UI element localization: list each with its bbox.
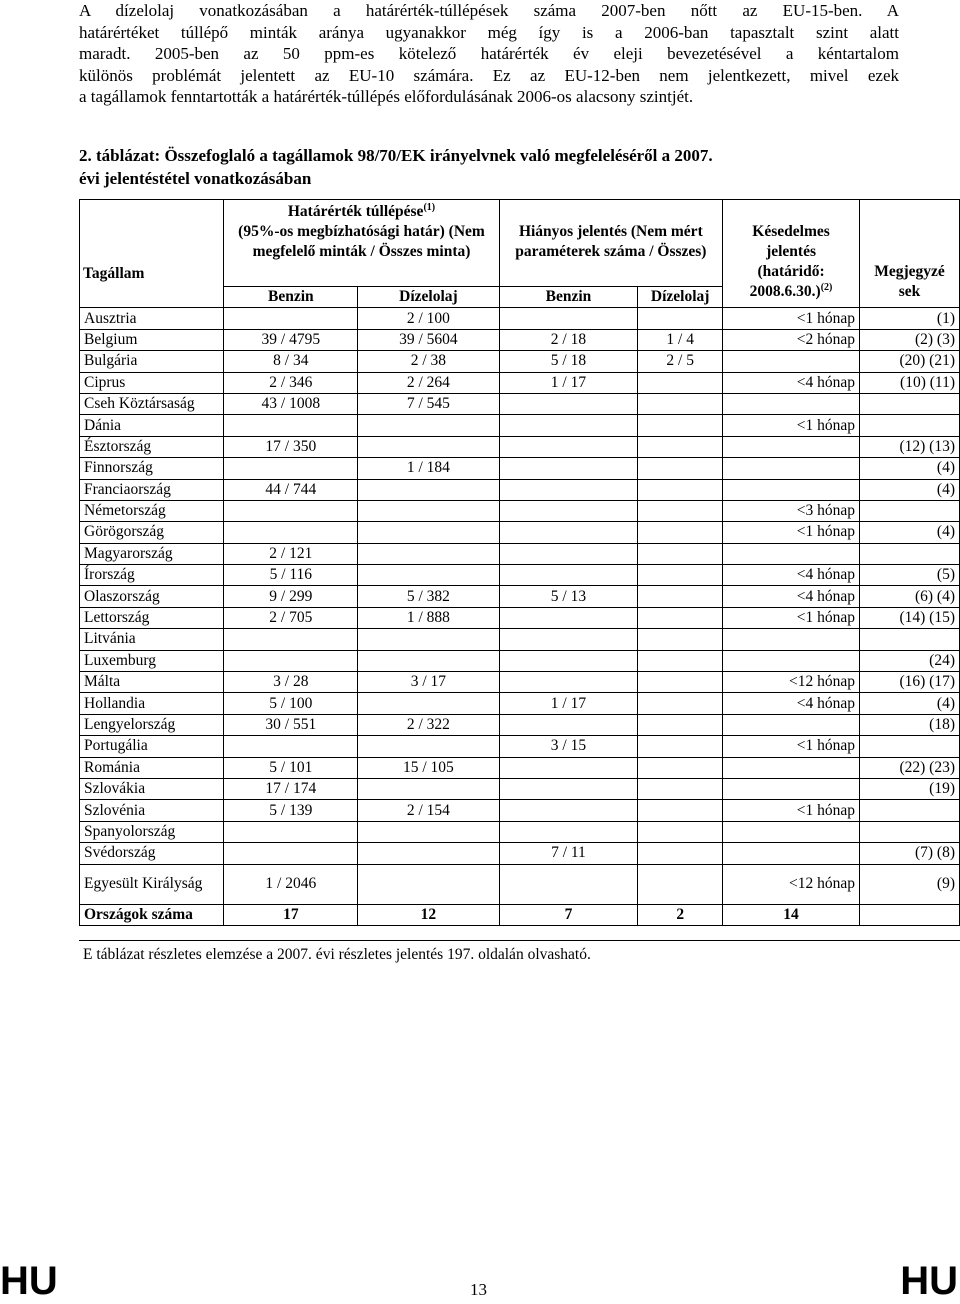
table-cell (358, 864, 499, 904)
table-cell (499, 650, 638, 671)
table-cell (638, 565, 723, 586)
table-cell (499, 500, 638, 521)
table-cell: <1 hónap (723, 607, 860, 628)
table-cell (358, 436, 499, 457)
total-cell (859, 904, 959, 925)
country-cell: Észtország (80, 436, 224, 457)
table-row (80, 500, 960, 521)
table-cell (638, 308, 723, 329)
table-cell (723, 436, 860, 457)
table-cell: 2 / 121 (224, 543, 358, 564)
compliance-table (79, 199, 960, 926)
table-cell (499, 543, 638, 564)
table-cell (638, 479, 723, 500)
table-cell: <4 hónap (723, 586, 860, 607)
table-cell: (6) (4) (859, 586, 959, 607)
table-cell (859, 543, 959, 564)
table-cell (224, 500, 358, 521)
intro-line: A dízelolaj vonatkozásában a határérték-túllépések száma 2007-ben nőtt az EU-15-ben. A (79, 1, 899, 20)
table-cell: 5 / 18 (499, 351, 638, 372)
table-cell (638, 864, 723, 904)
table-cell: 15 / 105 (358, 757, 499, 778)
table-cell (358, 479, 499, 500)
table-row (80, 714, 960, 735)
table-cell: 1 / 184 (358, 458, 499, 479)
total-cell: 14 (723, 904, 860, 925)
table-cell (499, 757, 638, 778)
table-cell (499, 672, 638, 693)
total-cell: 2 (638, 904, 723, 925)
table-cell: <1 hónap (723, 736, 860, 757)
country-cell: Németország (80, 500, 224, 521)
table-cell: 17 / 174 (224, 778, 358, 799)
country-cell: Egyesült Királyság (80, 864, 224, 904)
country-cell: Franciaország (80, 479, 224, 500)
table-cell (723, 351, 860, 372)
table-cell: <1 hónap (723, 522, 860, 543)
table-row (80, 415, 960, 436)
country-cell: Lengyelország (80, 714, 224, 735)
table-cell (224, 458, 358, 479)
table-cell: 5 / 100 (224, 693, 358, 714)
table-cell: (2) (3) (859, 329, 959, 350)
table-cell: 3 / 28 (224, 672, 358, 693)
table-cell: 39 / 4795 (224, 329, 358, 350)
table-cell (499, 479, 638, 500)
table-cell (638, 586, 723, 607)
table-cell (638, 458, 723, 479)
table-cell: 43 / 1008 (224, 393, 358, 414)
table-cell: 1 / 17 (499, 372, 638, 393)
table-cell (723, 393, 860, 414)
table-row (80, 629, 960, 650)
table-row (80, 436, 960, 457)
table-cell: <4 hónap (723, 372, 860, 393)
table-cell (499, 458, 638, 479)
country-cell: Hollandia (80, 693, 224, 714)
table-cell (859, 821, 959, 842)
table-row (80, 800, 960, 821)
country-cell: Ciprus (80, 372, 224, 393)
table-cell (224, 415, 358, 436)
table-cell: 1 / 4 (638, 329, 723, 350)
table-row (80, 757, 960, 778)
country-cell: Románia (80, 757, 224, 778)
total-cell: 7 (499, 904, 638, 925)
header-member-state: Tagállam (80, 200, 224, 308)
table-cell (358, 650, 499, 671)
table-cell: 2 / 346 (224, 372, 358, 393)
table-cell: <1 hónap (723, 308, 860, 329)
table-cell (638, 800, 723, 821)
table-row (80, 329, 960, 350)
table-cell (224, 736, 358, 757)
header-missing-report: Hiányos jelentés (Nem mért paraméterek száma / Összes) (499, 200, 723, 287)
total-label: Országok száma (80, 904, 224, 925)
header-petrol: Benzin (499, 287, 638, 308)
table-row (80, 372, 960, 393)
country-cell: Spanyolország (80, 821, 224, 842)
table-cell: 5 / 139 (224, 800, 358, 821)
country-cell: Olaszország (80, 586, 224, 607)
table-cell: 44 / 744 (224, 479, 358, 500)
table-cell (859, 415, 959, 436)
table-cell (499, 800, 638, 821)
table-cell: (7) (8) (859, 843, 959, 864)
country-cell: Luxemburg (80, 650, 224, 671)
intro-line: a tagállamok fenntartották a határérték-túllépés előfordulásának 2006-os alacsony szintjét. (79, 87, 694, 107)
table-cell (358, 693, 499, 714)
table-cell: 2 / 38 (358, 351, 499, 372)
intro-paragraph (79, 0, 899, 108)
table-cell: 2 / 18 (499, 329, 638, 350)
table-cell (723, 543, 860, 564)
table-cell: 7 / 545 (358, 393, 499, 414)
table-cell (723, 843, 860, 864)
table-cell (224, 650, 358, 671)
country-cell: Görögország (80, 522, 224, 543)
table-cell: 17 / 350 (224, 436, 358, 457)
header-limit-exceed-sup: (1) (423, 201, 436, 213)
table-row (80, 736, 960, 757)
country-cell: Finnország (80, 458, 224, 479)
table-cell: (4) (859, 693, 959, 714)
table-cell (224, 629, 358, 650)
table-cell: 2 / 100 (358, 308, 499, 329)
table-cell: <2 hónap (723, 329, 860, 350)
table-cell (638, 714, 723, 735)
table-cell: (9) (859, 864, 959, 904)
table-cell: 1 / 888 (358, 607, 499, 628)
table-cell (358, 843, 499, 864)
table-cell (638, 843, 723, 864)
table-cell: 5 / 116 (224, 565, 358, 586)
table-cell: 5 / 382 (358, 586, 499, 607)
header-late-report: Késedelmes jelentés (határidő: 2008.6.30.)$^{(2)}$ (723, 200, 860, 308)
table-cell: 9 / 299 (224, 586, 358, 607)
table-row (80, 351, 960, 372)
total-row (80, 904, 960, 925)
table-cell (358, 565, 499, 586)
table-cell (723, 629, 860, 650)
table-row (80, 693, 960, 714)
table-cell: (4) (859, 458, 959, 479)
table-cell: 39 / 5604 (358, 329, 499, 350)
table-cell (638, 415, 723, 436)
table-cell: <4 hónap (723, 565, 860, 586)
table-cell (638, 607, 723, 628)
table-cell (723, 714, 860, 735)
table-cell (224, 522, 358, 543)
header-limit-exceed-sub: (95%-os megbízhatósági határ) (Nem megfelelő minták / Összes minta) (238, 223, 485, 260)
table-row (80, 458, 960, 479)
total-cell: 12 (358, 904, 499, 925)
table-row (80, 393, 960, 414)
table-row (80, 522, 960, 543)
table-cell (224, 308, 358, 329)
table-cell: (1) (859, 308, 959, 329)
table-cell (638, 436, 723, 457)
table-cell (859, 500, 959, 521)
table-cell (638, 372, 723, 393)
table-cell: <4 hónap (723, 693, 860, 714)
table-cell: 30 / 551 (224, 714, 358, 735)
table-cell: 1 / 2046 (224, 864, 358, 904)
footer-language-right: HU (900, 1259, 958, 1303)
table-cell: 5 / 101 (224, 757, 358, 778)
table-cell: (18) (859, 714, 959, 735)
table-row (80, 308, 960, 329)
table-cell (723, 458, 860, 479)
table-cell (638, 736, 723, 757)
country-cell: Szlovénia (80, 800, 224, 821)
table-cell: <1 hónap (723, 800, 860, 821)
table-cell (638, 757, 723, 778)
table-cell: 2 / 264 (358, 372, 499, 393)
table-cell (859, 393, 959, 414)
table-cell (499, 393, 638, 414)
table-cell (638, 672, 723, 693)
intro-line: maradt. 2005-ben az 50 ppm-es kötelező határérték év eleji bevezetésével a kéntartalom (79, 44, 899, 64)
table-cell: (12) (13) (859, 436, 959, 457)
table-cell (723, 650, 860, 671)
table-cell: (10) (11) (859, 372, 959, 393)
table-cell (358, 543, 499, 564)
table-cell (224, 821, 358, 842)
header-notes: Megjegyzé sek (859, 200, 959, 308)
table-row (80, 479, 960, 500)
table-footnote: E táblázat részletes elemzése a 2007. évi részletes jelentés 197. oldalán olvasható. (79, 940, 960, 964)
country-cell: Magyarország (80, 543, 224, 564)
table-cell: 3 / 15 (499, 736, 638, 757)
table-cell: <12 hónap (723, 864, 860, 904)
table-cell (499, 864, 638, 904)
country-cell: Lettország (80, 607, 224, 628)
table-cell (638, 500, 723, 521)
country-cell: Dánia (80, 415, 224, 436)
table-cell (358, 415, 499, 436)
table-cell: (20) (21) (859, 351, 959, 372)
table-caption-line: évi jelentéstétel vonatkozásában (79, 169, 312, 188)
table-cell (723, 821, 860, 842)
table-cell (638, 629, 723, 650)
table-cell: 2 / 5 (638, 351, 723, 372)
table-cell (358, 629, 499, 650)
table-cell: 2 / 154 (358, 800, 499, 821)
table-caption-line: 2. táblázat: Összefoglaló a tagállamok 98/70/EK irányelvnek való megfeleléséről a 2007. (79, 146, 713, 165)
table-cell: 2 / 705 (224, 607, 358, 628)
header-diesel: Dízelolaj (358, 287, 499, 308)
table-cell (499, 415, 638, 436)
table-row (80, 864, 960, 904)
table-cell (638, 821, 723, 842)
table-cell: 7 / 11 (499, 843, 638, 864)
table-row (80, 565, 960, 586)
country-cell: Portugália (80, 736, 224, 757)
table-cell (499, 308, 638, 329)
table-cell (859, 736, 959, 757)
table-cell: <3 hónap (723, 500, 860, 521)
table-row (80, 843, 960, 864)
country-cell: Írország (80, 565, 224, 586)
country-cell: Szlovákia (80, 778, 224, 799)
table-cell (499, 714, 638, 735)
table-cell (358, 821, 499, 842)
header-petrol: Benzin (224, 287, 358, 308)
table-row (80, 821, 960, 842)
table-cell (499, 607, 638, 628)
country-cell: Svédország (80, 843, 224, 864)
table-cell (358, 778, 499, 799)
table-cell: (24) (859, 650, 959, 671)
table-cell (358, 522, 499, 543)
table-cell: (4) (859, 522, 959, 543)
table-cell (499, 629, 638, 650)
header-late-report-sup: (2) (820, 281, 833, 293)
table-cell: (16) (17) (859, 672, 959, 693)
table-cell: (5) (859, 565, 959, 586)
table-cell (859, 800, 959, 821)
table-cell: <1 hónap (723, 415, 860, 436)
country-cell: Málta (80, 672, 224, 693)
table-cell: 5 / 13 (499, 586, 638, 607)
table-row (80, 543, 960, 564)
table-cell (499, 778, 638, 799)
table-cell (638, 522, 723, 543)
total-cell: 17 (224, 904, 358, 925)
table-cell (499, 436, 638, 457)
table-cell (499, 522, 638, 543)
header-diesel: Dízelolaj (638, 287, 723, 308)
table-cell (224, 843, 358, 864)
table-cell (723, 757, 860, 778)
table-cell: 1 / 17 (499, 693, 638, 714)
table-cell (638, 393, 723, 414)
page-number: 13 (470, 1280, 487, 1299)
intro-line: határértéket túllépő minták aránya ugyanakkor még így is a 2006-ban tapasztalt szint alatt (79, 22, 899, 42)
table-cell (638, 543, 723, 564)
table-cell (499, 565, 638, 586)
table-cell (499, 821, 638, 842)
table-row (80, 650, 960, 671)
country-cell: Belgium (80, 329, 224, 350)
table-cell (723, 778, 860, 799)
table-cell: <12 hónap (723, 672, 860, 693)
country-cell: Bulgária (80, 351, 224, 372)
table-row (80, 778, 960, 799)
country-cell: Ausztria (80, 308, 224, 329)
table-cell (358, 736, 499, 757)
table-cell (638, 693, 723, 714)
table-row (80, 607, 960, 628)
table-cell: 3 / 17 (358, 672, 499, 693)
table-cell: (19) (859, 778, 959, 799)
table-cell (723, 479, 860, 500)
header-limit-exceed: Határérték túllépése$^{(1)}$ (95%-os megbízhatósági határ) (Nem megfelelő minták / Összes minta) (224, 200, 499, 287)
table-cell (638, 778, 723, 799)
table-row (80, 672, 960, 693)
table-cell: 2 / 322 (358, 714, 499, 735)
table-row (80, 586, 960, 607)
table-cell (358, 500, 499, 521)
country-cell: Cseh Köztársaság (80, 393, 224, 414)
table-cell: (4) (859, 479, 959, 500)
table-cell: (22) (23) (859, 757, 959, 778)
table-cell: 8 / 34 (224, 351, 358, 372)
intro-line: különös problémát jelentett az EU-10 számára. Ez az EU-12-ben nem jelentkezett, mivel ezek (79, 65, 899, 85)
table-cell: (14) (15) (859, 607, 959, 628)
footer-language-left: HU (0, 1259, 58, 1303)
country-cell: Litvánia (80, 629, 224, 650)
table-caption (79, 144, 919, 190)
table-cell (638, 650, 723, 671)
table-cell (859, 629, 959, 650)
